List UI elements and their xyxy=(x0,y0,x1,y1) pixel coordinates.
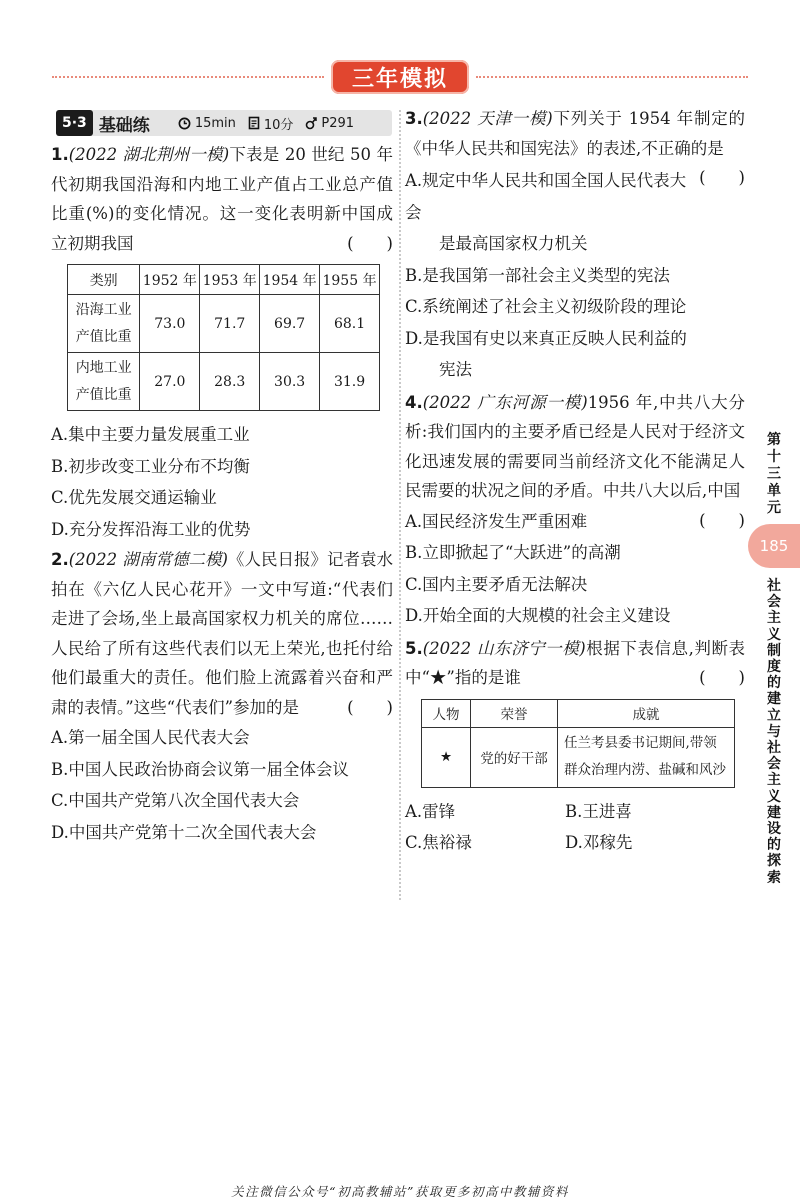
question-number: 3. xyxy=(405,109,423,128)
right-column xyxy=(405,104,745,858)
table-header: 1954 年 xyxy=(260,265,320,295)
answer-bracket: ( ) xyxy=(347,697,393,717)
table-cell: 73.0 xyxy=(140,295,200,353)
question-stem: 下列关于 1954 年制定的《中华人民共和国宪法》的表述,不正确的是 xyxy=(405,109,745,158)
answer-bracket: ( ) xyxy=(347,233,393,253)
industry-table xyxy=(67,264,380,411)
logo-53: 5·3 xyxy=(56,110,93,136)
table-header: 类别 xyxy=(68,265,140,295)
question-stem: 《人民日报》记者袁水拍在《六亿人民心花开》一文中写道:“代表们走进了会场,坐上最高国家权力机关的席位……人民给了所有这些代表们以无上荣光,也托付给他们最重大的责任。他们脸上流露着兴奋和严肃的表情。”这些“代表们”参加的是 xyxy=(51,550,393,717)
question-stem: 根据下表信息,判断表中“★”指的是谁 xyxy=(405,638,745,687)
question-source: (2022 山东济宁一模) xyxy=(422,638,586,658)
options-row xyxy=(405,827,745,858)
option-b[interactable]: B.王进喜 xyxy=(565,801,632,821)
table-header: 1952 年 xyxy=(140,265,200,295)
table-row xyxy=(68,295,380,353)
table-cell: 党的好干部 xyxy=(471,727,558,787)
option-a[interactable]: A.雷锋 xyxy=(405,801,456,821)
option-c[interactable]: C.焦裕禄 xyxy=(405,832,472,852)
row-label: 内地工业 xyxy=(75,359,132,376)
table-cell: 69.7 xyxy=(260,295,320,353)
answer-bracket: ( ) xyxy=(699,510,745,530)
table-cell: 68.1 xyxy=(320,295,380,353)
question-source: (2022 广东河源一模) xyxy=(422,392,588,412)
option-a[interactable]: A.国民经济发生严重困难 xyxy=(405,511,588,531)
option-d[interactable]: D.充分发挥沿海工业的优势 xyxy=(51,519,251,539)
section-header xyxy=(56,110,392,136)
column-divider xyxy=(399,110,401,900)
footer-note: 关注微信公众号“初高教辅站”获取更多初高中教辅资料 xyxy=(231,1184,569,1199)
table-header: 荣誉 xyxy=(471,699,558,727)
question-number: 1. xyxy=(51,145,69,164)
option-a[interactable] xyxy=(405,165,745,260)
table-header: 成就 xyxy=(558,699,735,727)
table-header: 1955 年 xyxy=(320,265,380,295)
page-ref-meta xyxy=(305,116,354,131)
table-row xyxy=(422,727,735,787)
clock-icon xyxy=(178,117,191,130)
question-5 xyxy=(405,634,745,693)
question-number: 4. xyxy=(405,392,423,412)
option-d[interactable]: D.中国共产党第十二次全国代表大会 xyxy=(51,822,317,842)
option-c[interactable]: C.系统阐述了社会主义初级阶段的理论 xyxy=(405,297,687,316)
question-source: (2022 天津一模) xyxy=(422,109,553,128)
option-d[interactable]: D.邓稼先 xyxy=(565,832,633,852)
option-b[interactable]: B.中国人民政治协商会议第一届全体会议 xyxy=(51,759,349,779)
table-cell: 71.7 xyxy=(200,295,260,353)
table-cell xyxy=(68,295,140,353)
page-ref-value: P291 xyxy=(321,115,355,131)
option-b[interactable]: B.立即掀起了“大跃进”的高潮 xyxy=(405,543,621,562)
question-source: (2022 湖南常德二模) xyxy=(68,550,228,569)
time-value: 15min xyxy=(194,115,236,131)
option-a[interactable]: A.第一届全国人民代表大会 xyxy=(51,728,250,747)
option-d[interactable] xyxy=(405,323,745,386)
question-2 xyxy=(51,545,393,722)
options-row xyxy=(405,796,745,827)
score-meta xyxy=(248,114,294,133)
option-c[interactable]: C.国内主要矛盾无法解决 xyxy=(405,574,588,594)
star-cell: ★ xyxy=(422,727,471,787)
person-table xyxy=(421,699,735,788)
table-cell: 30.3 xyxy=(260,353,320,411)
question-source: (2022 湖北荆州一模) xyxy=(68,145,230,164)
chapter-title: 社 会 主 义 制 度 的 建 立 与 社 会 主 义 建 设 的 探 索 xyxy=(767,578,781,886)
header-divider-right xyxy=(476,76,748,78)
table-header: 人物 xyxy=(422,699,471,727)
option-a[interactable]: A.集中主要力量发展重工业 xyxy=(51,425,250,444)
answer-bracket: ( ) xyxy=(699,168,745,187)
question-stem: 下表是 20 世纪 50 年代初期我国沿海和内地工业产值占工业总产值比重(%)的变化情况。这一变化表明新中国成立初期我国 xyxy=(51,145,393,253)
left-column xyxy=(51,140,393,848)
table-cell: 31.9 xyxy=(320,353,380,411)
page-number: 185 xyxy=(748,524,800,568)
header-banner: 三年模拟 xyxy=(331,60,469,94)
answer-bracket: ( ) xyxy=(699,668,745,687)
question-3 xyxy=(405,104,745,187)
table-row xyxy=(68,353,380,411)
question-number: 5. xyxy=(405,638,423,658)
question-1 xyxy=(51,140,393,258)
row-label: 产值比重 xyxy=(75,386,132,403)
table-cell: 28.3 xyxy=(200,353,260,411)
row-label: 产值比重 xyxy=(75,328,132,345)
question-stem: 1956 年,中共八大分析:我们国内的主要矛盾已经是人民对于经济文化迅速发展的需要同当前经济文化不能满足人民需要的状况之间的矛盾。中共八大以后,中国 xyxy=(405,392,745,500)
table-cell xyxy=(68,353,140,411)
option-d[interactable]: D.开始全面的大规模的社会主义建设 xyxy=(405,606,671,625)
section-title: 基础练 xyxy=(98,115,150,136)
question-number: 2. xyxy=(51,550,69,569)
achievement-line: 群众治理内涝、盐碱和风沙 xyxy=(564,762,726,778)
table-cell xyxy=(558,727,735,787)
header-divider-left xyxy=(52,76,324,78)
time-meta xyxy=(178,116,236,131)
score-value: 10分 xyxy=(263,117,294,133)
option-b[interactable]: B.是我国第一部社会主义类型的宪法 xyxy=(405,265,670,285)
link-icon xyxy=(305,116,317,130)
option-text: A.规定中华人民共和国全国人民代表大会 xyxy=(405,171,687,222)
achievement-line: 任兰考县委书记期间,带领 xyxy=(564,735,717,751)
option-c[interactable]: C.中国共产党第八次全国代表大会 xyxy=(51,791,300,810)
document-icon xyxy=(248,116,260,130)
unit-label: 第 十 三 单 元 xyxy=(767,432,781,516)
option-text: D.是我国有史以来真正反映人民利益的 xyxy=(405,328,687,348)
option-text-cont: 宪法 xyxy=(439,360,472,379)
row-label: 沿海工业 xyxy=(75,301,132,318)
option-b[interactable]: B.初步改变工业分布不均衡 xyxy=(51,456,250,476)
option-c[interactable]: C.优先发展交通运输业 xyxy=(51,488,217,507)
table-header: 1953 年 xyxy=(200,265,260,295)
option-text-cont: 是最高国家权力机关 xyxy=(439,234,588,253)
table-cell: 27.0 xyxy=(140,353,200,411)
